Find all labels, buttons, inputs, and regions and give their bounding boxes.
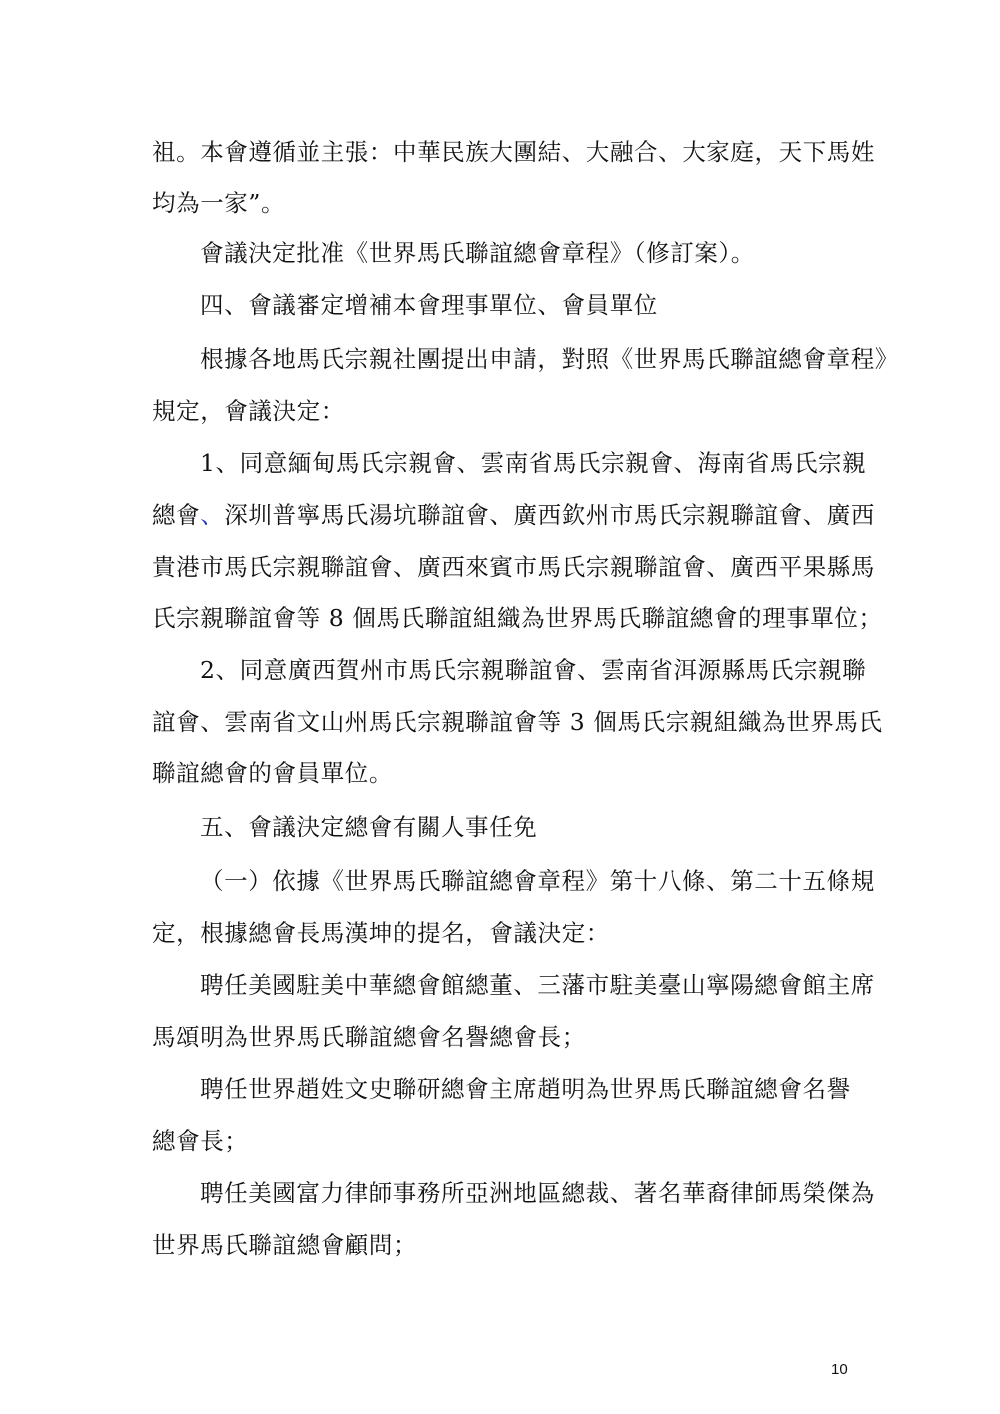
body-text-line: 根據各地馬氏宗親社團提出申請，對照《世界馬氏聯誼總會章程》 [200, 345, 899, 373]
body-text-line: 規定，會議決定： [152, 397, 345, 425]
body-text-line: 馬頌明為世界馬氏聯誼總會名譽總會長； [152, 1023, 586, 1051]
body-text-line: 均為一家”。 [152, 189, 286, 217]
body-text-line: 聘任美國駐美中華總會館總董、三藩市駐美臺山寧陽總會館主席 [200, 971, 875, 999]
body-text-line: 祖。本會遵循並主張：中華民族大團結、大融合、大家庭，天下馬姓 [152, 138, 875, 166]
text-segment: 總會 [152, 501, 201, 529]
blue-punctuation: 、 [200, 501, 225, 529]
list-item-line: 聯誼總會的會員單位。 [152, 759, 393, 787]
section-heading: 四、會議審定增補本會理事單位、會員單位 [200, 291, 658, 319]
section-heading: 五、會議決定總會有關人事任免 [200, 813, 538, 841]
list-item-line: 貴港市馬氏宗親聯誼會、廣西來賓市馬氏宗親聯誼會、廣西平果縣馬 [152, 553, 875, 581]
list-item-line: 氏宗親聯誼會等 8 個馬氏聯誼組織為世界馬氏聯誼總會的理事單位； [152, 604, 883, 632]
body-text-line: 會議決定批准《世界馬氏聯誼總會章程》（修訂案）。 [200, 239, 755, 267]
body-text-line: （一）依據《世界馬氏聯誼總會章程》第十八條、第二十五條規 [200, 867, 875, 895]
body-text-line: 總會長； [152, 1127, 249, 1155]
body-text-line: 聘任美國富力律師事務所亞洲地區總裁、著名華裔律師馬榮傑為 [200, 1179, 875, 1207]
body-text-line: 定，根據總會長馬漢坤的提名，會議決定： [152, 919, 610, 947]
body-text-line: 聘任世界趙姓文史聯研總會主席趙明為世界馬氏聯誼總會名譽 [200, 1075, 851, 1103]
page-number: 10 [831, 1361, 848, 1378]
list-item-line [152, 500, 876, 530]
list-item-line: 誼會、雲南省文山州馬氏宗親聯誼會等 3 個馬氏宗親組織為世界馬氏 [152, 708, 883, 736]
list-item-line: 1、同意緬甸馬氏宗親會、雲南省馬氏宗親會、海南省馬氏宗親 [200, 449, 867, 477]
text-segment: 深圳普寧馬氏湯坑聯誼會、廣西欽州市馬氏宗親聯誼會、廣西 [224, 501, 876, 529]
list-item-line: 2、同意廣西賀州市馬氏宗親聯誼會、雲南省洱源縣馬氏宗親聯 [200, 656, 867, 684]
body-text-line: 世界馬氏聯誼總會顧問； [152, 1231, 418, 1259]
